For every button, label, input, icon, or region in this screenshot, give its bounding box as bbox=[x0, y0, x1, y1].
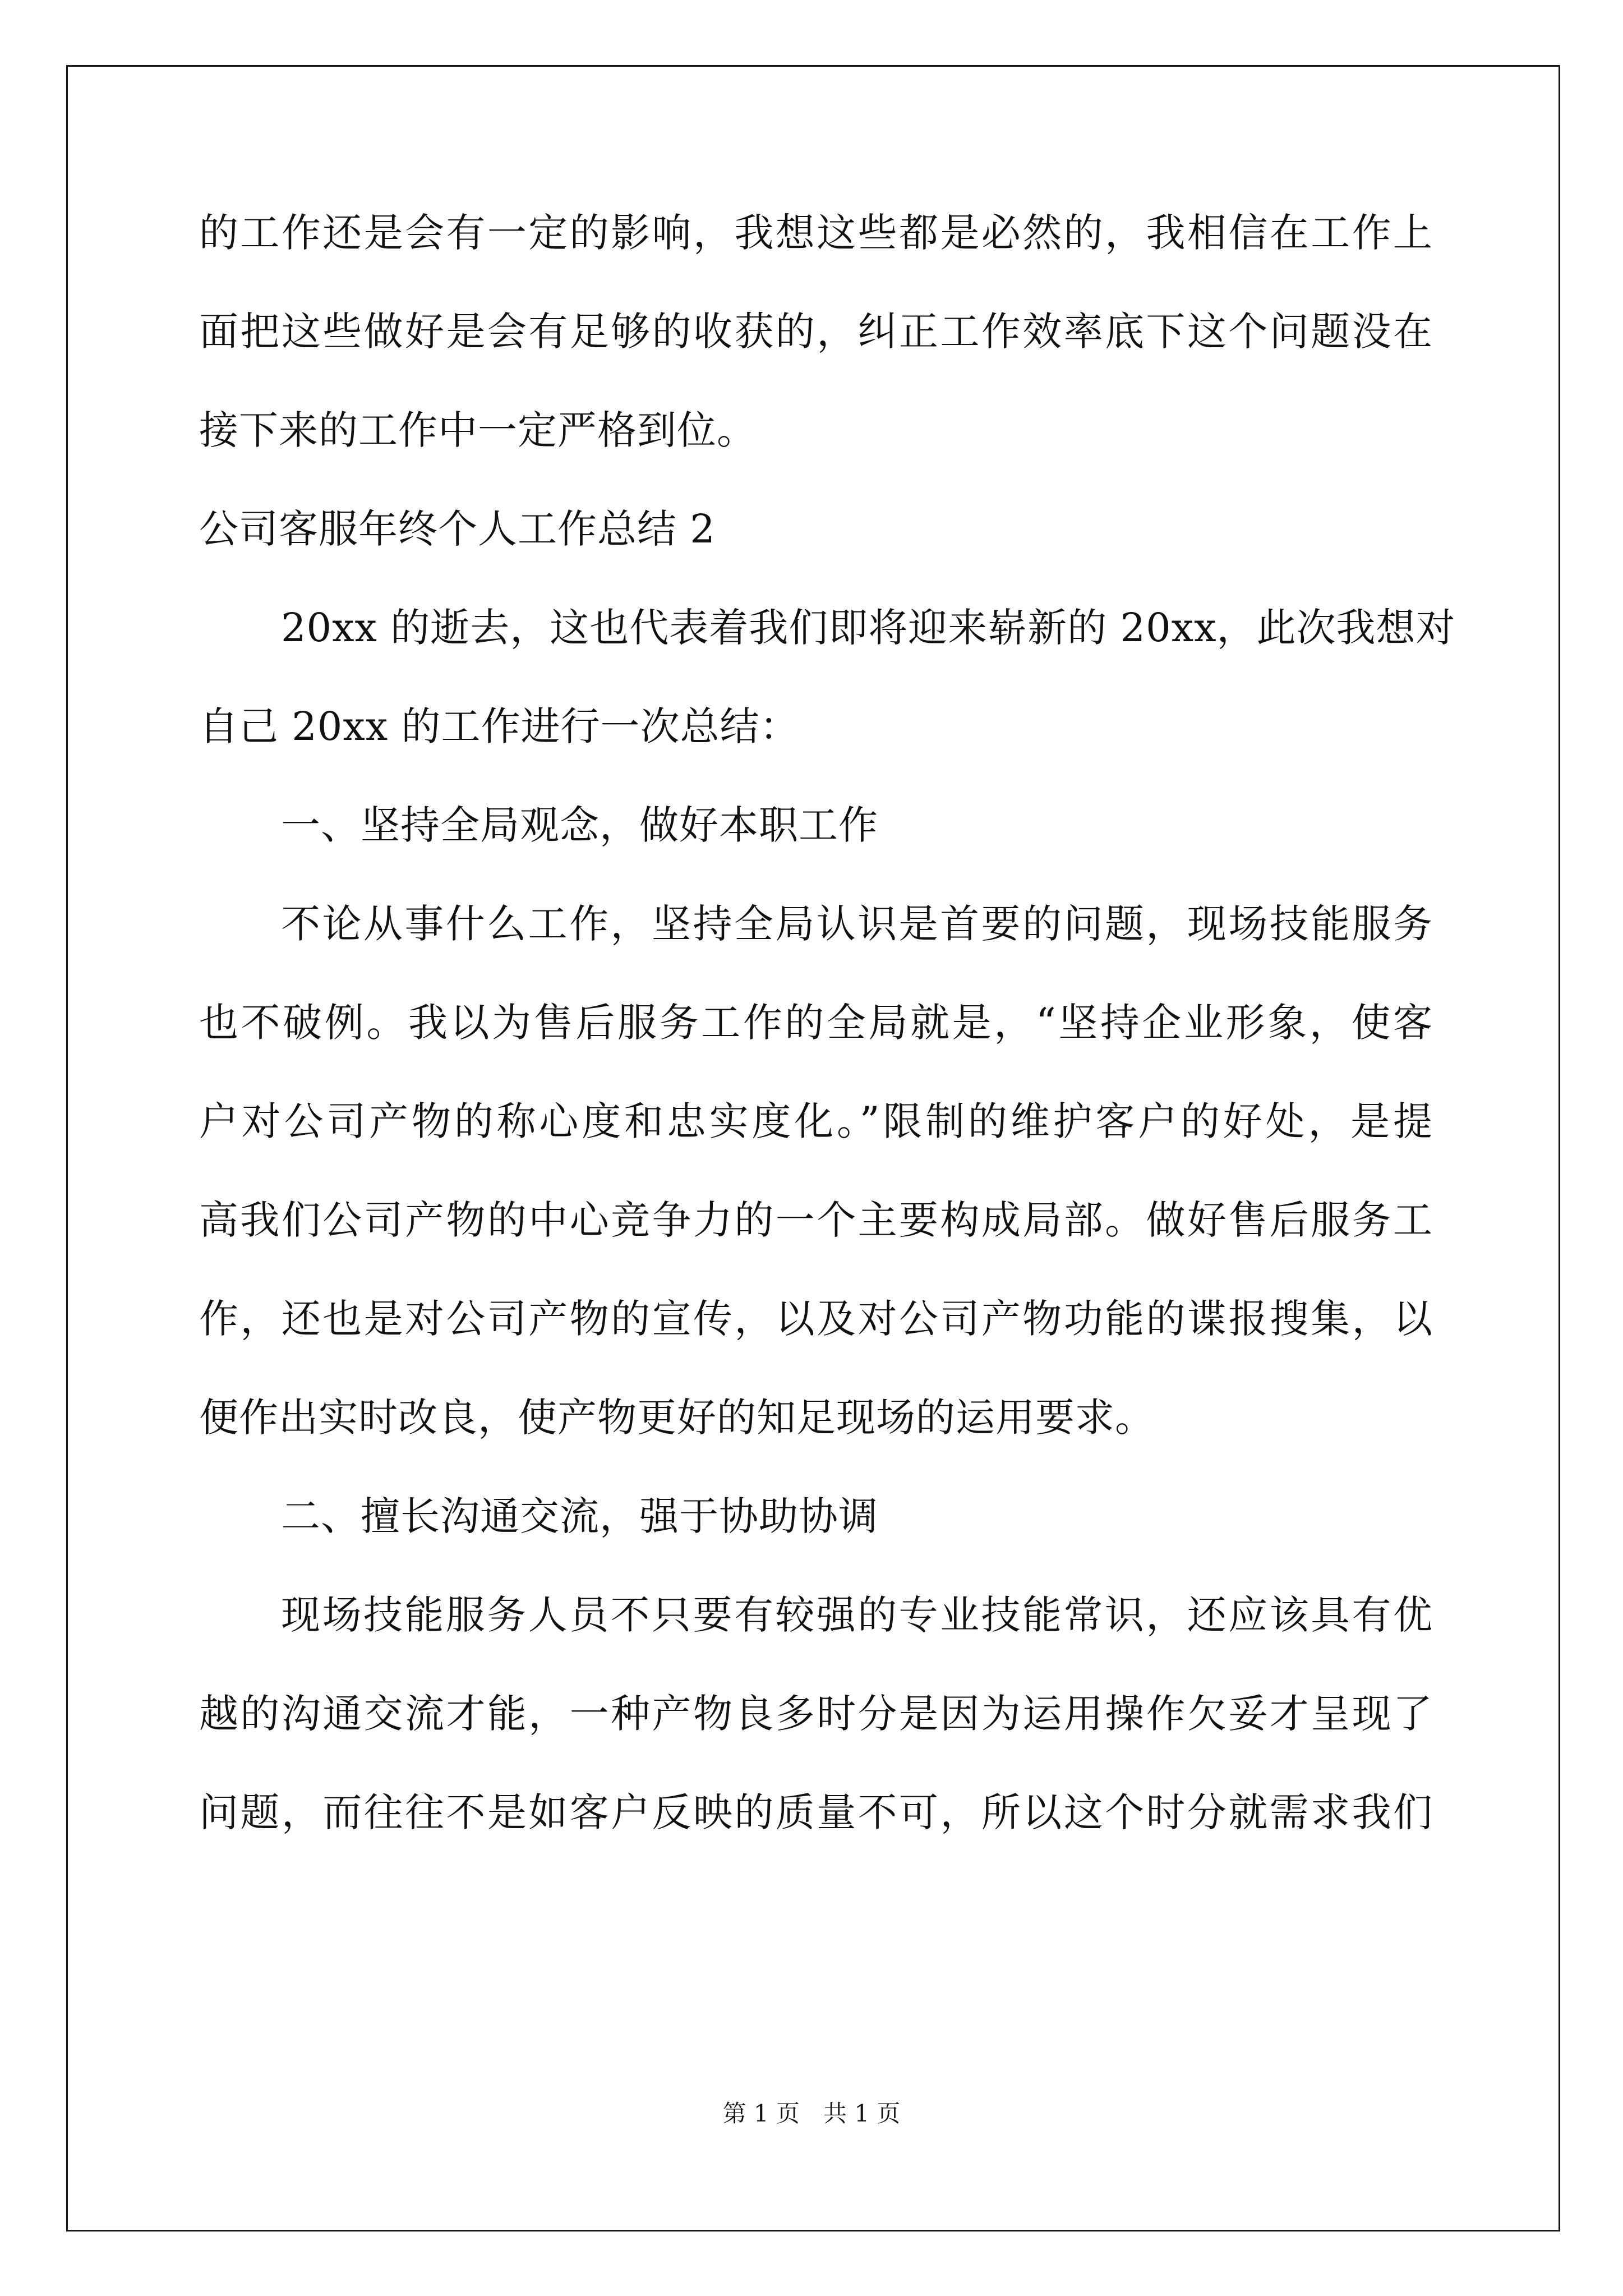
text-line: 接下来的工作中一定严格到位。 bbox=[199, 407, 757, 453]
section-title: 公司客服年终个人工作总结 2 bbox=[199, 506, 716, 552]
section-heading: 二、擅长沟通交流，强于协助协调 bbox=[281, 1493, 878, 1539]
text-line: 面把这些做好是会有足够的收获的，纠正工作效率底下这个问题没在 bbox=[199, 309, 1433, 355]
page-number-footer: 第 1 页 共 1 页 bbox=[722, 2100, 901, 2127]
text-line: 高我们公司产物的中心竞争力的一个主要构成局部。做好售后服务工 bbox=[199, 1197, 1433, 1243]
text-line: 便作出实时改良，使产物更好的知足现场的运用要求。 bbox=[199, 1395, 1155, 1441]
text-line: 户对公司产物的称心度和忠实度化。”限制的维护客户的好处，是提 bbox=[199, 1098, 1433, 1144]
text-line: 作，还也是对公司产物的宣传，以及对公司产物功能的谍报搜集，以 bbox=[199, 1296, 1433, 1342]
text-line: 自己 20xx 的工作进行一次总结： bbox=[199, 703, 800, 749]
text-line: 也不破例。我以为售后服务工作的全局就是，“坚持企业形象，使客 bbox=[199, 1000, 1433, 1046]
text-line: 越的沟通交流才能，一种产物良多时分是因为运用操作欠妥才呈现了 bbox=[199, 1691, 1433, 1737]
section-heading: 一、坚持全局观念，做好本职工作 bbox=[281, 802, 878, 848]
text-line: 的工作还是会有一定的影响，我想这些都是必然的，我相信在工作上 bbox=[199, 210, 1433, 256]
text-line: 问题，而往往不是如客户反映的质量不可，所以这个时分就需求我们 bbox=[199, 1789, 1433, 1835]
text-line: 现场技能服务人员不只要有较强的专业技能常识，还应该具有优 bbox=[281, 1592, 1433, 1638]
text-line: 不论从事什么工作，坚持全局认识是首要的问题，现场技能服务 bbox=[281, 901, 1433, 947]
text-line: 20xx 的逝去，这也代表着我们即将迎来崭新的 20xx，此次我想对 bbox=[281, 605, 1456, 651]
